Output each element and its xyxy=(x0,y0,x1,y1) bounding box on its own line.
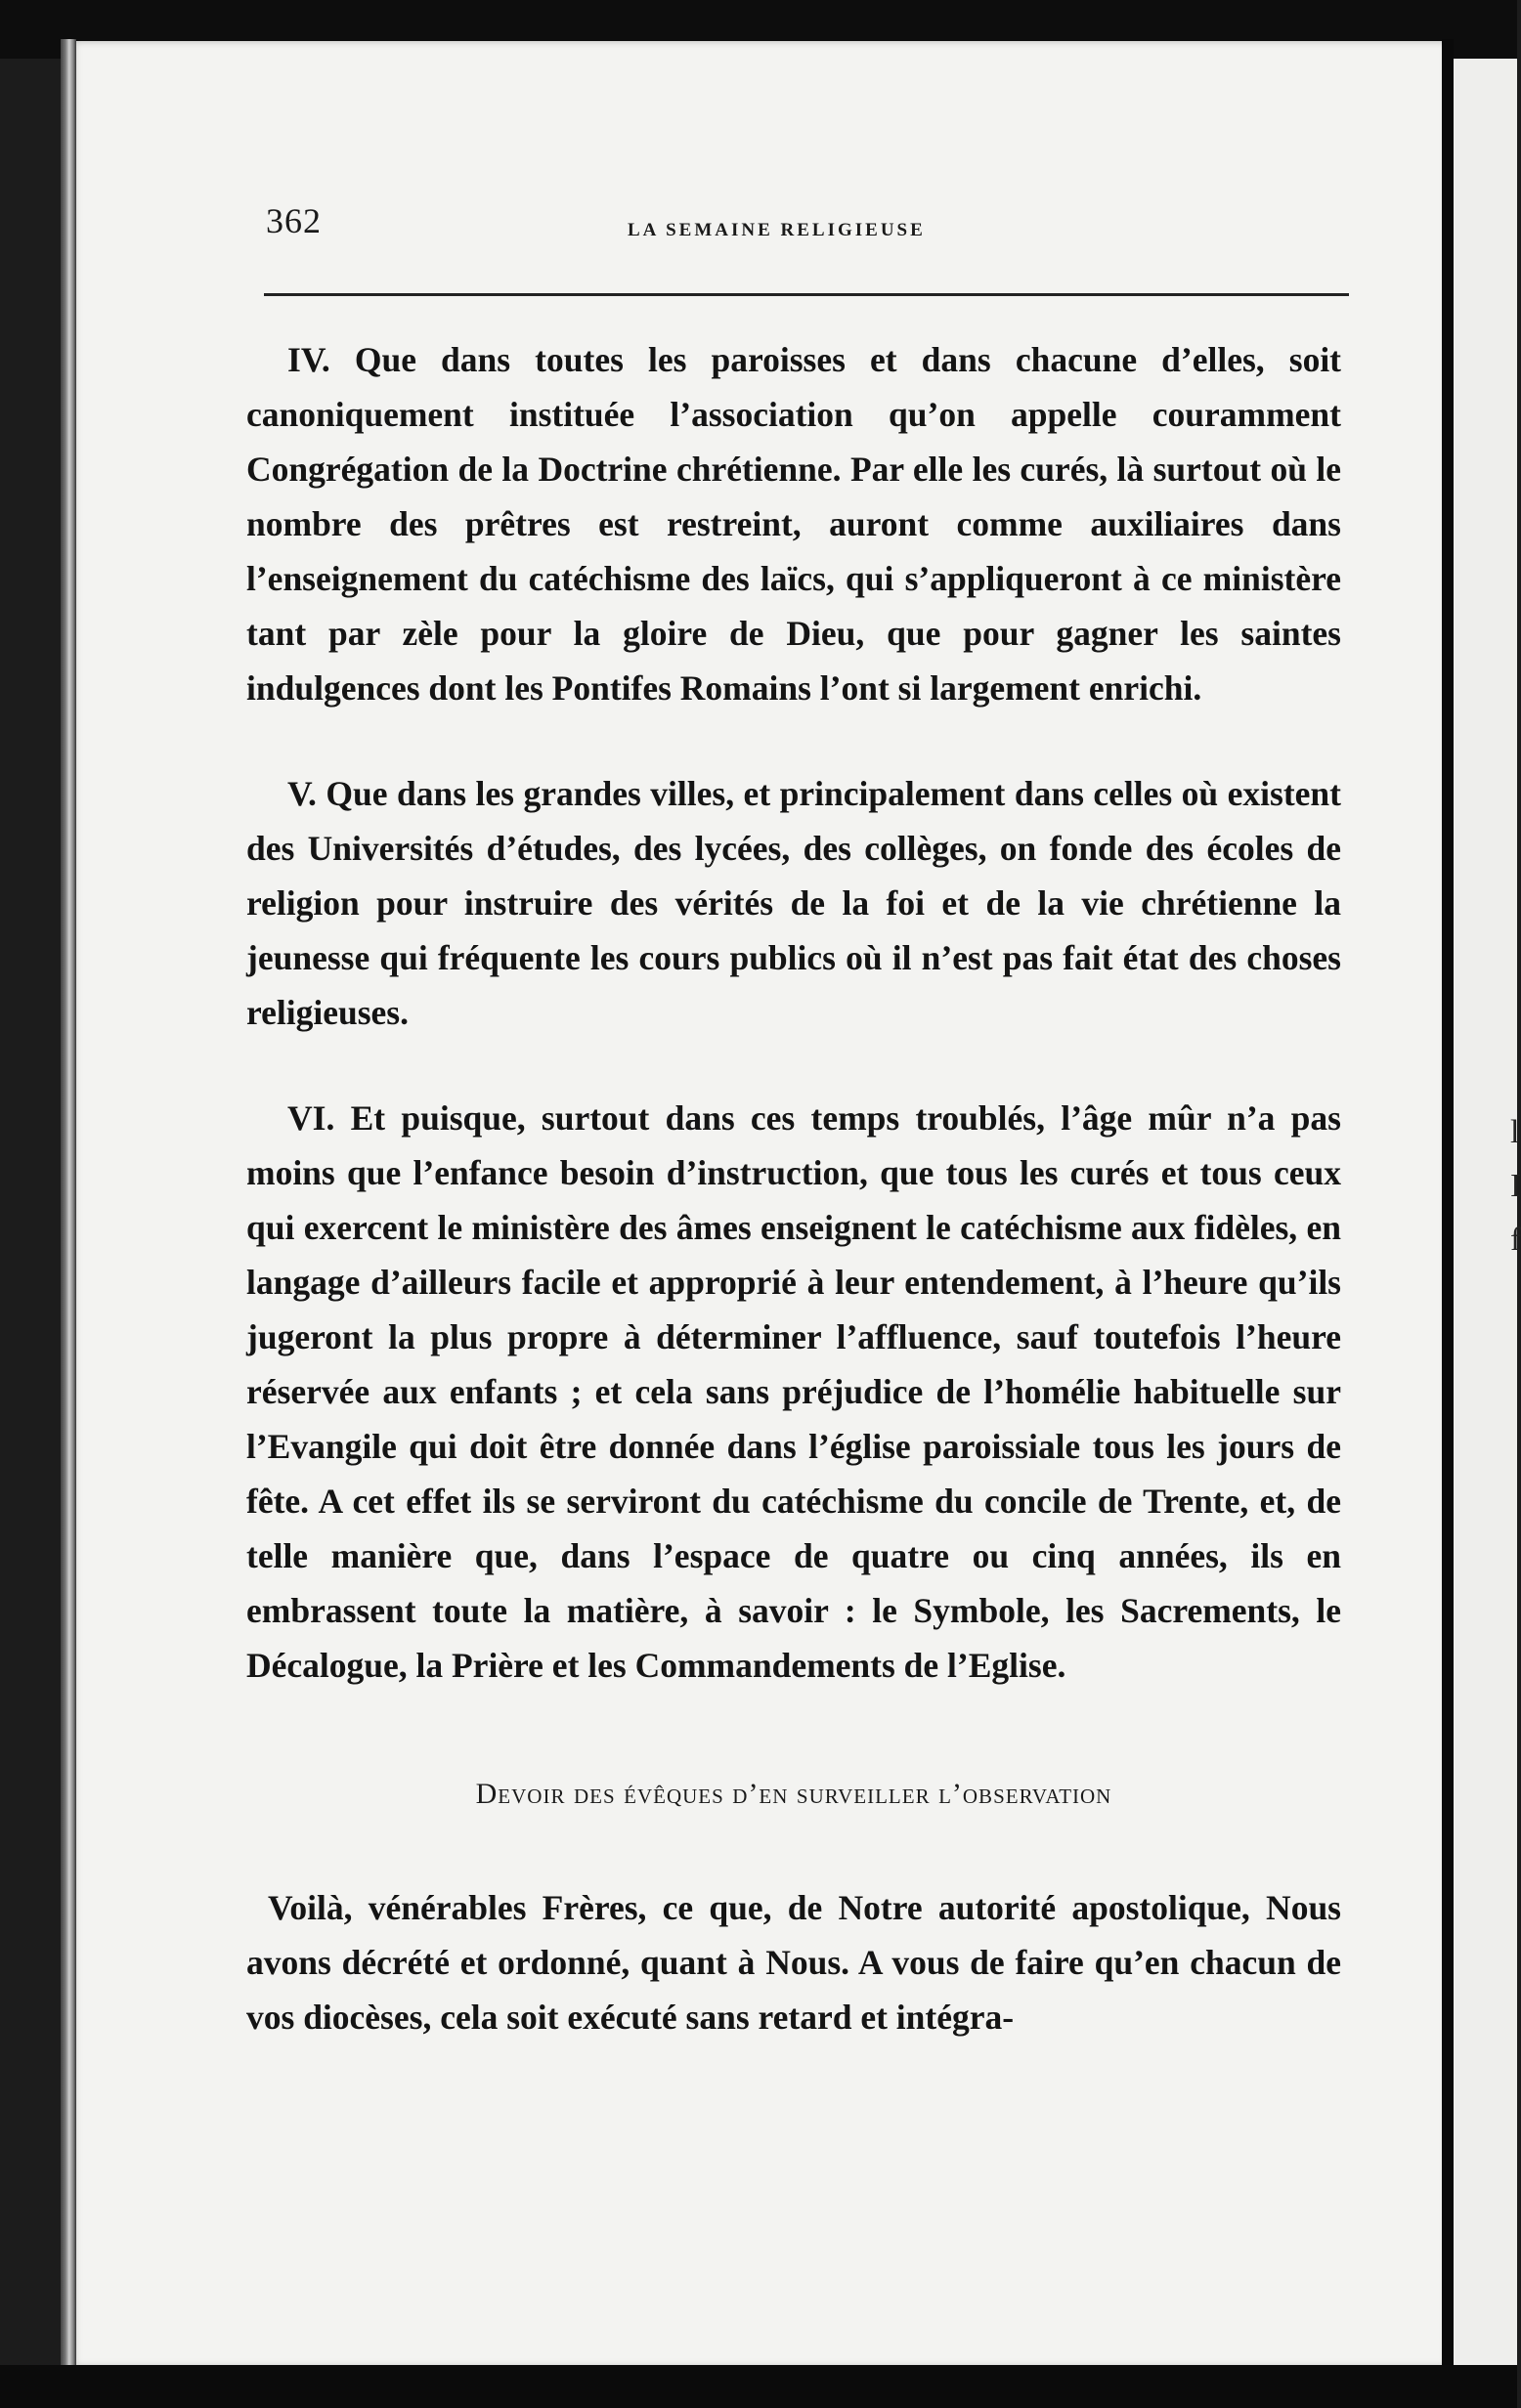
page-number: 362 xyxy=(266,201,322,240)
header-rule xyxy=(264,293,1349,296)
adjacent-page-fragment: f xyxy=(1510,1222,1521,1258)
adjacent-page-fragment: I xyxy=(1510,1168,1521,1204)
paragraph-iv: IV. Que dans toutes les paroisses et dans chacune d’elles, soit canoniquement instituée l’association qu’on appelle couramment Congrégation de la Doctrine chrétienne. Par elle les curés, là surtout où le nombre des prêtres est restreint, auront comme auxiliaires dans l’enseignement du catéchisme des laïcs, qui s’appliqueront à ce ministère tant par zèle pour la gloire de Dieu, que pour gagner les saintes indulgences dont les Pontifes Romains l’ont si largement enrichi. xyxy=(246,340,1341,708)
running-title: LA SEMAINE RELIGIEUSE xyxy=(628,220,926,240)
section-heading: Devoir des évêques d’en surveiller l’observation xyxy=(475,1778,1112,1810)
page-gutter xyxy=(1442,39,1454,2375)
adjacent-page-fragment: l xyxy=(1510,1114,1520,1150)
closing-paragraph: Voilà, vénérables Frères, ce que, de Notre autorité apostolique, Nous avons décrété et ordonné, quant à Nous. A vous de faire qu’en chacun de vos diocèses, cela soit exécuté sans retard et intégra- xyxy=(246,1888,1341,2037)
adjacent-page xyxy=(1454,59,1520,2385)
paragraph-v: V. Que dans les grandes villes, et principalement dans celles où existent des Universités d’études, des lycées, des collèges, on fonde des écoles de religion pour instruire des vérités de la foi et de la vie chrétienne la jeunesse qui fréquente les cours publics où il n’est pas fait état des choses religieuses. xyxy=(246,774,1341,1032)
book-binding xyxy=(61,39,76,2370)
body-text xyxy=(246,332,1341,2044)
page-header xyxy=(266,191,1351,249)
paragraph-vi: VI. Et puisque, surtout dans ces temps troublés, l’âge mûr n’a pas moins que l’enfance besoin d’instruction, que tous les curés et tous ceux qui exercent le ministère des âmes enseignent le catéchisme aux fidèles, en langage d’ailleurs facile et approprié à leur entendement, à l’heure qu’ils jugeront la plus propre à déterminer l’affluence, sauf toutefois l’heure réservée aux enfants ; et cela sans préjudice de l’homélie habituelle sur l’Evangile qui doit être donnée dans l’église paroissiale tous les jours de fête. A cet effet ils se serviront du catéchisme du concile de Trente, et, de telle manière que, dans l’espace de quatre ou cinq années, ils en embrassent toute la matière, à savoir : le Symbole, les Sacrements, le Décalogue, la Prière et les Commandements de l’Eglise. xyxy=(246,1098,1341,1685)
scan-bottom-edge xyxy=(0,2365,1517,2408)
